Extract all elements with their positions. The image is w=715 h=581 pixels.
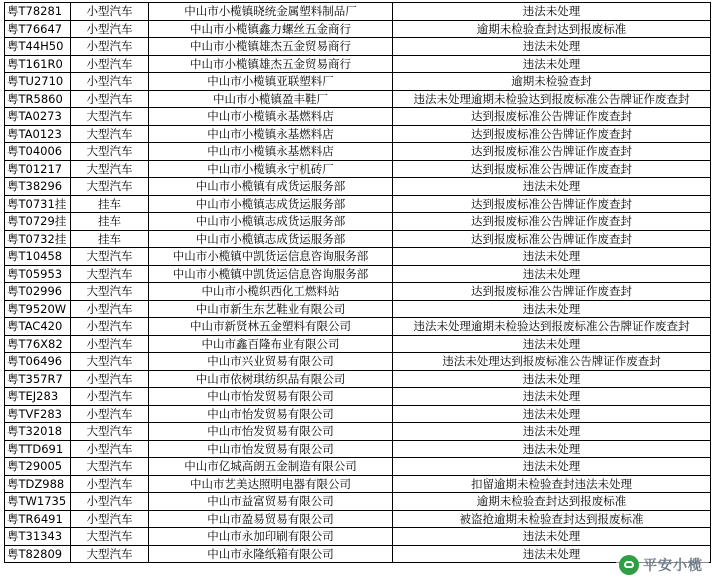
vehicle-type-cell: 小型汽车	[71, 73, 149, 91]
status-cell: 违法未处理	[393, 440, 711, 458]
status-cell: 扣留逾期未检验查封违法未处理	[393, 475, 711, 493]
vehicle-violation-table	[4, 2, 711, 563]
table-row	[5, 20, 711, 38]
table-row	[5, 248, 711, 266]
plate-number-cell: 粤T31343	[5, 528, 71, 546]
plate-number-cell: 粤TR5860	[5, 90, 71, 108]
owner-name-cell: 中山市亿城高朗五金制造有限公司	[149, 458, 393, 476]
table-row	[5, 90, 711, 108]
owner-name-cell: 中山市小榄镇雄杰五金贸易商行	[149, 55, 393, 73]
table-row	[5, 265, 711, 283]
vehicle-type-cell: 小型汽车	[71, 38, 149, 56]
owner-name-cell: 中山市小榄镇有成货运服务部	[149, 178, 393, 196]
status-cell: 违法未处理逾期未检验达到报废标准公告牌证作废查封	[393, 318, 711, 336]
table-row	[5, 230, 711, 248]
vehicle-type-cell: 小型汽车	[71, 370, 149, 388]
plate-number-cell: 粤T10458	[5, 248, 71, 266]
status-cell: 违法未处理	[393, 248, 711, 266]
table-row	[5, 510, 711, 528]
plate-number-cell: 粤T76647	[5, 20, 71, 38]
table-row	[5, 458, 711, 476]
vehicle-type-cell: 小型汽车	[71, 493, 149, 511]
vehicle-type-cell: 大型汽车	[71, 528, 149, 546]
vehicle-type-cell: 大型汽车	[71, 545, 149, 563]
owner-name-cell: 中山市艺美达照明电器有限公司	[149, 475, 393, 493]
status-cell: 被盗抢逾期未检验查封达到报废标准	[393, 510, 711, 528]
owner-name-cell: 中山市永加印刷有限公司	[149, 528, 393, 546]
owner-name-cell: 中山市小榄镇永基燃料店	[149, 108, 393, 126]
status-cell: 违法未处理逾期未检验达到报废标准公告牌证作废查封	[393, 90, 711, 108]
status-cell: 违法未处理	[393, 405, 711, 423]
vehicle-type-cell: 小型汽车	[71, 440, 149, 458]
vehicle-type-cell: 大型汽车	[71, 458, 149, 476]
owner-name-cell: 中山市小榄镇志成货运服务部	[149, 230, 393, 248]
plate-number-cell: 粤T82809	[5, 545, 71, 563]
owner-name-cell: 中山市益富贸易有限公司	[149, 493, 393, 511]
owner-name-cell: 中山市小榄织西化工燃料站	[149, 283, 393, 301]
plate-number-cell: 粤TVF283	[5, 405, 71, 423]
plate-number-cell: 粤T29005	[5, 458, 71, 476]
vehicle-type-cell: 挂车	[71, 195, 149, 213]
plate-number-cell: 粤TU2710	[5, 73, 71, 91]
vehicle-type-cell: 大型汽车	[71, 265, 149, 283]
status-cell: 逾期未检验查封达到报废标准	[393, 493, 711, 511]
status-cell: 违法未处理	[393, 300, 711, 318]
plate-number-cell: 粤TA0273	[5, 108, 71, 126]
table-row	[5, 195, 711, 213]
owner-name-cell: 中山市小榄镇鑫力螺丝五金商行	[149, 20, 393, 38]
owner-name-cell: 中山市新生东艺鞋业有限公司	[149, 300, 393, 318]
table-row	[5, 388, 711, 406]
status-cell: 逾期未检验查封	[393, 73, 711, 91]
table-row	[5, 353, 711, 371]
status-cell: 逾期未检验查封达到报废标准	[393, 20, 711, 38]
status-cell: 达到报废标准公告牌证作废查封	[393, 230, 711, 248]
plate-number-cell: 粤TA0123	[5, 125, 71, 143]
status-cell: 违法未处理	[393, 3, 711, 21]
table-row	[5, 125, 711, 143]
status-cell: 违法未处理	[393, 423, 711, 441]
owner-name-cell: 中山市兴业贸易有限公司	[149, 353, 393, 371]
vehicle-type-cell: 大型汽车	[71, 160, 149, 178]
vehicle-type-cell: 大型汽车	[71, 143, 149, 161]
owner-name-cell: 中山市小榄镇永宁机砖厂	[149, 160, 393, 178]
plate-number-cell: 粤T76X82	[5, 335, 71, 353]
owner-name-cell: 中山市永隆纸箱有限公司	[149, 545, 393, 563]
owner-name-cell: 中山市怡发贸易有限公司	[149, 405, 393, 423]
owner-name-cell: 中山市小榄镇志成货运服务部	[149, 213, 393, 231]
status-cell: 违法未处理	[393, 38, 711, 56]
status-cell: 违法未处理	[393, 545, 711, 563]
status-cell: 达到报废标准公告牌证作废查封	[393, 125, 711, 143]
vehicle-type-cell: 大型汽车	[71, 283, 149, 301]
table-row	[5, 318, 711, 336]
plate-number-cell: 粤T38296	[5, 178, 71, 196]
watermark	[616, 553, 709, 577]
plate-number-cell: 粤T161R0	[5, 55, 71, 73]
status-cell: 违法未处理	[393, 178, 711, 196]
plate-number-cell: 粤T357R7	[5, 370, 71, 388]
plate-number-cell: 粤TR6491	[5, 510, 71, 528]
table-row	[5, 545, 711, 563]
vehicle-type-cell: 挂车	[71, 213, 149, 231]
status-cell: 违法未处理	[393, 528, 711, 546]
plate-number-cell: 粤T0731挂	[5, 195, 71, 213]
owner-name-cell: 中山市小榄镇雄杰五金贸易商行	[149, 38, 393, 56]
table-row	[5, 178, 711, 196]
plate-number-cell: 粤T0732挂	[5, 230, 71, 248]
status-cell: 达到报废标准公告牌证作废查封	[393, 195, 711, 213]
owner-name-cell: 中山市怡发贸易有限公司	[149, 440, 393, 458]
vehicle-type-cell: 小型汽车	[71, 3, 149, 21]
vehicle-type-cell: 小型汽车	[71, 388, 149, 406]
status-cell: 违法未处理	[393, 458, 711, 476]
owner-name-cell: 中山市依树琪纺织品有限公司	[149, 370, 393, 388]
plate-number-cell: 粤TTD691	[5, 440, 71, 458]
table-row	[5, 475, 711, 493]
table-row	[5, 3, 711, 21]
status-cell: 违法未处理	[393, 55, 711, 73]
owner-name-cell: 中山市小榄镇中凯货运信息咨询服务部	[149, 265, 393, 283]
plate-number-cell: 粤T9520W	[5, 300, 71, 318]
table-row	[5, 300, 711, 318]
vehicle-type-cell: 小型汽车	[71, 90, 149, 108]
table-row	[5, 38, 711, 56]
plate-number-cell: 粤T0729挂	[5, 213, 71, 231]
table-row	[5, 528, 711, 546]
plate-number-cell: 粤T05953	[5, 265, 71, 283]
status-cell: 违法未处理达到报废标准公告牌证作废查封	[393, 353, 711, 371]
vehicle-type-cell: 挂车	[71, 230, 149, 248]
vehicle-type-cell: 小型汽车	[71, 318, 149, 336]
owner-name-cell: 中山市小榄镇中凯货运信息咨询服务部	[149, 248, 393, 266]
vehicle-type-cell: 大型汽车	[71, 108, 149, 126]
owner-name-cell: 中山市新贤林五金塑料有限公司	[149, 318, 393, 336]
plate-number-cell: 粤TDZ988	[5, 475, 71, 493]
table-row	[5, 370, 711, 388]
owner-name-cell: 中山市鑫百隆布业有限公司	[149, 335, 393, 353]
status-cell: 达到报废标准公告牌证作废查封	[393, 283, 711, 301]
status-cell: 达到报废标准公告牌证作废查封	[393, 160, 711, 178]
owner-name-cell: 中山市小榄镇晓统金属塑料制品厂	[149, 3, 393, 21]
owner-name-cell: 中山市小榄镇盈丰鞋厂	[149, 90, 393, 108]
vehicle-type-cell: 小型汽车	[71, 405, 149, 423]
plate-number-cell: 粤T32018	[5, 423, 71, 441]
status-cell: 达到报废标准公告牌证作废查封	[393, 213, 711, 231]
status-cell: 达到报废标准公告牌证作废查封	[393, 143, 711, 161]
vehicle-type-cell: 小型汽车	[71, 55, 149, 73]
plate-number-cell: 粤T02996	[5, 283, 71, 301]
owner-name-cell: 中山市怡发贸易有限公司	[149, 423, 393, 441]
table-row	[5, 283, 711, 301]
table-row	[5, 405, 711, 423]
chat-bubble-icon	[619, 555, 639, 575]
plate-number-cell: 粤TW1735	[5, 493, 71, 511]
status-cell: 违法未处理	[393, 335, 711, 353]
plate-number-cell: 粤T44H50	[5, 38, 71, 56]
plate-number-cell: 粤T04006	[5, 143, 71, 161]
table-row	[5, 213, 711, 231]
plate-number-cell: 粤T01217	[5, 160, 71, 178]
vehicle-type-cell: 小型汽车	[71, 475, 149, 493]
vehicle-type-cell: 大型汽车	[71, 353, 149, 371]
table-row	[5, 73, 711, 91]
status-cell: 违法未处理	[393, 388, 711, 406]
table-row	[5, 143, 711, 161]
owner-name-cell: 中山市盈易贸易有限公司	[149, 510, 393, 528]
plate-number-cell: 粤T06496	[5, 353, 71, 371]
vehicle-type-cell: 大型汽车	[71, 423, 149, 441]
plate-number-cell: 粤TAC420	[5, 318, 71, 336]
table-row	[5, 440, 711, 458]
vehicle-type-cell: 小型汽车	[71, 20, 149, 38]
vehicle-type-cell: 小型汽车	[71, 510, 149, 528]
owner-name-cell: 中山市怡发贸易有限公司	[149, 388, 393, 406]
status-cell: 达到报废标准公告牌证作废查封	[393, 108, 711, 126]
owner-name-cell: 中山市小榄镇永基燃料店	[149, 125, 393, 143]
plate-number-cell: 粤TEJ283	[5, 388, 71, 406]
vehicle-type-cell: 大型汽车	[71, 125, 149, 143]
owner-name-cell: 中山市小榄镇志成货运服务部	[149, 195, 393, 213]
vehicle-type-cell: 小型汽车	[71, 300, 149, 318]
table-row	[5, 335, 711, 353]
owner-name-cell: 中山市小榄镇永基燃料店	[149, 143, 393, 161]
table-body	[5, 3, 711, 563]
vehicle-type-cell: 大型汽车	[71, 248, 149, 266]
table-row	[5, 160, 711, 178]
table-row	[5, 108, 711, 126]
table-row	[5, 55, 711, 73]
status-cell: 违法未处理	[393, 265, 711, 283]
table-row	[5, 493, 711, 511]
vehicle-type-cell: 大型汽车	[71, 178, 149, 196]
vehicle-type-cell: 小型汽车	[71, 335, 149, 353]
status-cell: 违法未处理	[393, 370, 711, 388]
table-row	[5, 423, 711, 441]
owner-name-cell: 中山市小榄镇亚联塑料厂	[149, 73, 393, 91]
watermark-text: 平安小榄	[643, 558, 703, 574]
plate-number-cell: 粤T78281	[5, 3, 71, 21]
